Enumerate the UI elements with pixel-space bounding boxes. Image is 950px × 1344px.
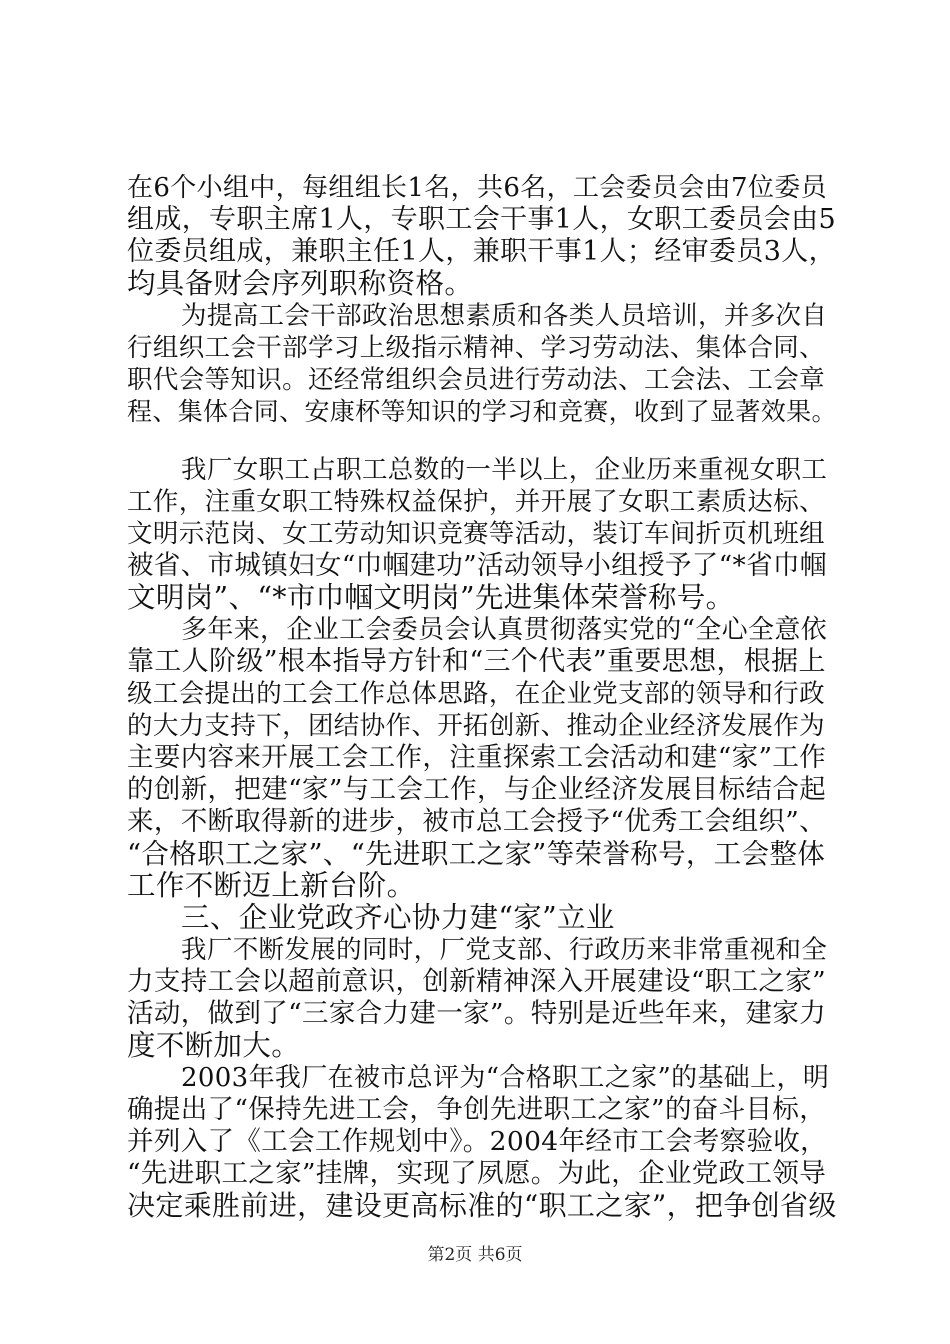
text-line: “合格职工之家”、“先进职工之家”等荣誉称号，工会整体 [127, 838, 826, 870]
text-line: 2003年我厂在被市总评为“合格职工之家”的基础上，明 [181, 1063, 830, 1093]
text-line: 决定乘胜前进，建设更高标准的“职工之家”，把争创省级 [127, 1189, 837, 1222]
text-line: 工作，注重女职工特殊权益保护，并开展了女职工素质达标、 [127, 487, 825, 517]
text-line: 我厂女职工占职工总数的一半以上，企业历来重视女职工 [181, 455, 828, 485]
text-line: 活动，做到了“三家合力建一家”。特别是近些年来，建家力 [127, 998, 827, 1029]
text-line: 在6个小组中，每组组长1名，共6名，工会委员会由7位委员 [127, 173, 827, 203]
text-line: 我厂不断发展的同时，厂党支部、行政历来非常重视和全 [181, 935, 828, 965]
page-number-footer: 第2页 共6页 [427, 1245, 523, 1265]
text-line: 组成，专职主席1人，专职工会干事1人，女职工委员会由5 [127, 204, 836, 235]
text-line: 行组织工会干部学习上级指示精神、学习劳动法、集体合同、 [127, 333, 825, 363]
text-line: 工作不断迈上新台阶。 [127, 869, 416, 902]
text-line: 并列入了《工会工作规划中》。2004年经市工会考察验收， [127, 1126, 827, 1157]
text-line: 文明示范岗、女工劳动知识竞赛等活动，装订车间折页机班组 [127, 519, 825, 549]
text-line: 靠工人阶级”根本指导方针和“三个代表”重要思想，根据上 [127, 646, 826, 677]
text-line: 度不断加大。 [127, 1029, 301, 1062]
text-line: 文明岗”、“*市巾帼文明岗”先进集体荣誉称号。 [127, 581, 735, 614]
text-line: “先进职工之家”挂牌，实现了夙愿。为此，企业党政工领导 [127, 1158, 827, 1189]
text-line: 均具备财会序列职称资格。 [127, 267, 474, 300]
text-line: 被省、市城镇妇女“巾帼建功”活动领导小组授予了“*省巾帼 [127, 550, 827, 581]
text-line: 多年来，企业工会委员会认真贯彻落实党的“全心全意依 [181, 615, 828, 645]
text-line: 的创新，把建“家”与工会工作，与企业经济发展目标结合起 [127, 774, 827, 805]
text-line: 职代会等知识。还经常组织会员进行劳动法、工会法、工会章 [127, 365, 825, 395]
text-line: 主要内容来开展工会工作，注重探索工会活动和建“家”工作 [127, 742, 827, 773]
text-line: 位委员组成，兼职主任1人，兼职干事1人；经审委员3人， [127, 236, 836, 267]
text-line: 的大力支持下，团结协作、开拓创新、推动企业经济发展作为 [127, 711, 825, 741]
section-heading: 三、企业党政齐心协力建“家”立业 [181, 901, 615, 934]
text-line: 来，不断取得新的进步，被市总工会授予“优秀工会组织”、 [127, 806, 827, 837]
text-line: 级工会提出的工会工作总体思路，在企业党支部的领导和行政 [127, 679, 825, 709]
text-line: 为提高工会干部政治思想素质和各类人员培训，并多次自 [181, 301, 828, 331]
text-line: 确提出了“保持先进工会，争创先进职工之家”的奋斗目标， [127, 1094, 827, 1125]
text-line: 程、集体合同、安康杯等知识的学习和竞赛，收到了显著效果。 [127, 397, 837, 426]
text-line: 力支持工会以超前意识，创新精神深入开展建设“职工之家” [127, 966, 827, 997]
